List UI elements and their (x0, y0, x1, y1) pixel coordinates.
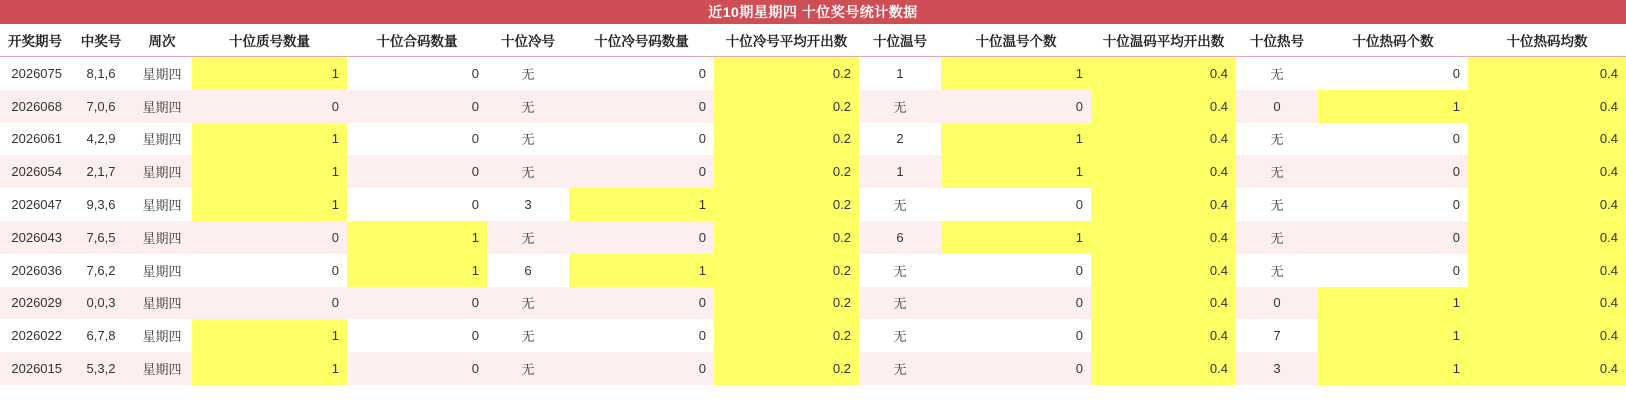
table-cell: 0.2 (714, 221, 859, 254)
table-cell: 0 (1236, 90, 1318, 123)
table-cell: 1 (1318, 352, 1468, 385)
table-cell: 0 (569, 287, 714, 320)
table-header-row (0, 24, 1626, 57)
table-cell: 2026075 (0, 57, 70, 90)
table-cell: 0.2 (714, 155, 859, 188)
table-cell: 无 (1236, 155, 1318, 188)
table-cell: 0 (192, 221, 347, 254)
table-cell: 6 (859, 221, 941, 254)
column-header[interactable]: 十位冷号码数量 (569, 24, 714, 57)
table-cell: 1 (192, 352, 347, 385)
table-cell: 2026015 (0, 352, 70, 385)
table-cell: 无 (1236, 123, 1318, 156)
table-cell: 0.2 (714, 123, 859, 156)
table-row (0, 123, 1626, 156)
table-row (0, 352, 1626, 385)
column-header[interactable]: 十位冷号平均开出数 (714, 24, 859, 57)
column-header[interactable]: 十位质号数量 (192, 24, 347, 57)
table-cell: 2026036 (0, 254, 70, 287)
table-cell: 星期四 (132, 221, 192, 254)
table-cell: 无 (487, 155, 569, 188)
table-cell: 8,1,6 (70, 57, 132, 90)
table-cell: 0 (941, 188, 1091, 221)
table-cell: 无 (859, 90, 941, 123)
table-cell: 7,6,2 (70, 254, 132, 287)
table-cell: 无 (487, 319, 569, 352)
table-cell: 0.4 (1468, 352, 1626, 385)
table-cell: 0.4 (1468, 155, 1626, 188)
table-cell: 3 (1236, 352, 1318, 385)
table-cell: 0.4 (1091, 123, 1236, 156)
table-cell: 1 (941, 155, 1091, 188)
table-cell: 1 (1318, 90, 1468, 123)
table-cell: 2026068 (0, 90, 70, 123)
table-cell: 0 (347, 188, 487, 221)
table-cell: 0.2 (714, 319, 859, 352)
table-cell: 1 (347, 254, 487, 287)
table-cell: 0 (1318, 188, 1468, 221)
table-cell: 0 (347, 123, 487, 156)
table-cell: 7,0,6 (70, 90, 132, 123)
column-header[interactable]: 开奖期号 (0, 24, 70, 57)
table-cell: 0.2 (714, 352, 859, 385)
column-header[interactable]: 中奖号 (70, 24, 132, 57)
table-cell: 5,3,2 (70, 352, 132, 385)
table-cell: 0.4 (1468, 221, 1626, 254)
table-cell: 0 (347, 352, 487, 385)
table-cell: 1 (192, 188, 347, 221)
table-row (0, 319, 1626, 352)
table-row (0, 155, 1626, 188)
column-header[interactable]: 十位温号 (859, 24, 941, 57)
table-cell: 0.4 (1091, 188, 1236, 221)
table-cell: 0.4 (1091, 254, 1236, 287)
table-cell: 2026029 (0, 287, 70, 320)
table-cell: 0 (347, 287, 487, 320)
table-row (0, 221, 1626, 254)
table-cell: 6 (487, 254, 569, 287)
table-cell: 0.4 (1468, 188, 1626, 221)
table-cell: 0.4 (1468, 57, 1626, 90)
table-cell: 0.2 (714, 188, 859, 221)
table-cell: 1 (941, 57, 1091, 90)
table-row (0, 287, 1626, 320)
table-cell: 0 (347, 319, 487, 352)
table-cell: 1 (347, 221, 487, 254)
table-cell: 2026047 (0, 188, 70, 221)
table-cell: 1 (192, 123, 347, 156)
table-cell: 无 (859, 287, 941, 320)
table-cell: 无 (1236, 221, 1318, 254)
table-cell: 0.4 (1091, 57, 1236, 90)
table-cell: 星期四 (132, 188, 192, 221)
page-title: 近10期星期四 十位奖号统计数据 (0, 0, 1626, 24)
table-cell: 1 (941, 221, 1091, 254)
table-cell: 2,1,7 (70, 155, 132, 188)
table-cell: 0 (192, 90, 347, 123)
table-cell: 0.4 (1091, 352, 1236, 385)
column-header[interactable]: 十位冷号 (487, 24, 569, 57)
table-cell: 0 (941, 254, 1091, 287)
table-cell: 0.4 (1468, 287, 1626, 320)
table-cell: 0 (569, 57, 714, 90)
table-cell: 0 (941, 287, 1091, 320)
table-cell: 无 (859, 188, 941, 221)
table-cell: 1 (941, 123, 1091, 156)
column-header[interactable]: 周次 (132, 24, 192, 57)
table-cell: 星期四 (132, 287, 192, 320)
table-cell: 星期四 (132, 254, 192, 287)
table-cell: 1 (192, 155, 347, 188)
table-cell: 1 (192, 57, 347, 90)
table-cell: 0 (192, 254, 347, 287)
table-cell: 无 (487, 57, 569, 90)
table-cell: 星期四 (132, 155, 192, 188)
table-cell: 0,0,3 (70, 287, 132, 320)
table-cell: 0.4 (1091, 319, 1236, 352)
table-cell: 0.4 (1468, 123, 1626, 156)
table-cell: 0.4 (1468, 90, 1626, 123)
table-cell: 星期四 (132, 123, 192, 156)
table-cell: 星期四 (132, 319, 192, 352)
table-cell: 0 (941, 90, 1091, 123)
table-cell: 无 (1236, 188, 1318, 221)
table-cell: 0 (347, 155, 487, 188)
table-cell: 2026061 (0, 123, 70, 156)
table-cell: 0 (569, 155, 714, 188)
table-cell: 无 (859, 254, 941, 287)
table-cell: 2026022 (0, 319, 70, 352)
table-cell: 0 (569, 319, 714, 352)
table-body (0, 57, 1626, 385)
table-row (0, 57, 1626, 90)
table-cell: 0 (569, 123, 714, 156)
column-header[interactable]: 十位热号 (1236, 24, 1318, 57)
table-cell: 1 (1318, 287, 1468, 320)
table-cell: 0 (569, 352, 714, 385)
table-cell: 3 (487, 188, 569, 221)
table-cell: 0.4 (1468, 319, 1626, 352)
table-cell: 1 (859, 57, 941, 90)
table-cell: 1 (569, 254, 714, 287)
table-cell: 0 (1318, 254, 1468, 287)
table-cell: 0.4 (1091, 287, 1236, 320)
table-cell: 0.2 (714, 287, 859, 320)
column-header[interactable]: 十位热码个数 (1318, 24, 1468, 57)
table-cell: 0 (192, 287, 347, 320)
table-cell: 无 (487, 90, 569, 123)
table-cell: 无 (487, 287, 569, 320)
table-cell: 无 (859, 319, 941, 352)
column-header[interactable]: 十位温码平均开出数 (1091, 24, 1236, 57)
table-cell: 2026043 (0, 221, 70, 254)
table-cell: 0 (1318, 123, 1468, 156)
table-cell: 4,2,9 (70, 123, 132, 156)
table-cell: 无 (487, 352, 569, 385)
table-cell: 0.2 (714, 90, 859, 123)
table-cell: 无 (859, 352, 941, 385)
table-cell: 0.4 (1091, 221, 1236, 254)
table-cell: 0 (569, 90, 714, 123)
column-header[interactable]: 十位温号个数 (941, 24, 1091, 57)
table-cell: 无 (487, 221, 569, 254)
table-cell: 0 (941, 319, 1091, 352)
table-cell: 0.4 (1091, 155, 1236, 188)
table-cell: 1 (569, 188, 714, 221)
table-cell: 0 (569, 221, 714, 254)
table-cell: 星期四 (132, 90, 192, 123)
table-row (0, 254, 1626, 287)
table-row (0, 188, 1626, 221)
table-cell: 1 (1318, 319, 1468, 352)
table-cell: 0 (1318, 155, 1468, 188)
table-cell: 无 (1236, 254, 1318, 287)
table-cell: 0.4 (1091, 90, 1236, 123)
column-header[interactable]: 十位合码数量 (347, 24, 487, 57)
stats-table (0, 24, 1626, 385)
table-cell: 0 (941, 352, 1091, 385)
table-row (0, 90, 1626, 123)
table-cell: 2 (859, 123, 941, 156)
table-cell: 星期四 (132, 352, 192, 385)
table-cell: 0.4 (1468, 254, 1626, 287)
table-cell: 0 (347, 90, 487, 123)
table-cell: 0 (1318, 221, 1468, 254)
table-cell: 0 (347, 57, 487, 90)
table-cell: 无 (1236, 57, 1318, 90)
table-cell: 无 (487, 123, 569, 156)
table-cell: 0 (1318, 57, 1468, 90)
table-cell: 星期四 (132, 57, 192, 90)
table-cell: 1 (192, 319, 347, 352)
table-cell: 0.2 (714, 254, 859, 287)
table-cell: 1 (859, 155, 941, 188)
table-cell: 2026054 (0, 155, 70, 188)
table-cell: 0 (1236, 287, 1318, 320)
table-cell: 7 (1236, 319, 1318, 352)
table-cell: 9,3,6 (70, 188, 132, 221)
table-cell: 7,6,5 (70, 221, 132, 254)
column-header[interactable]: 十位热码均数 (1468, 24, 1626, 57)
table-cell: 0.2 (714, 57, 859, 90)
table-cell: 6,7,8 (70, 319, 132, 352)
